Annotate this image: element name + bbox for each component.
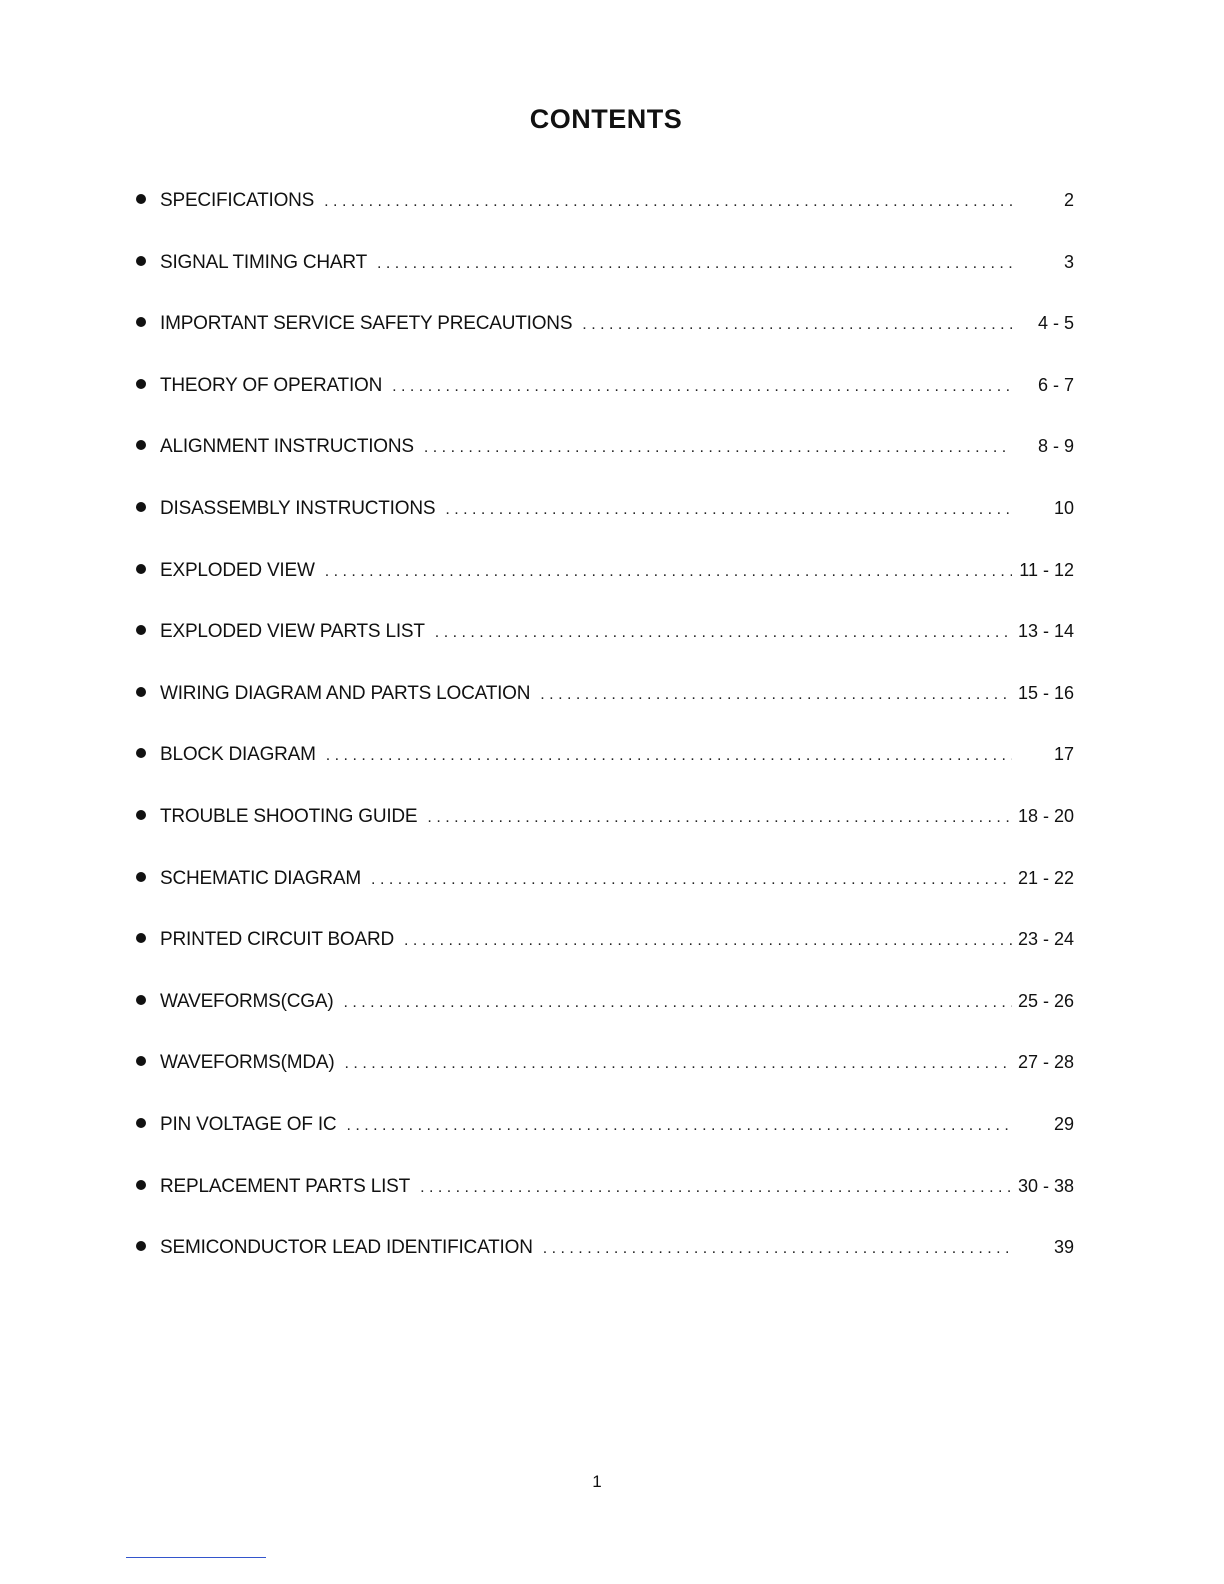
dot-leader bbox=[346, 1117, 1012, 1135]
toc-entry-page: 27 - 28 bbox=[1017, 1052, 1074, 1073]
toc-entry-title: EXPLODED VIEW bbox=[160, 559, 315, 581]
toc-entry bbox=[136, 560, 1074, 622]
toc-entry bbox=[136, 683, 1074, 745]
toc-entry-page: 23 - 24 bbox=[1017, 929, 1074, 950]
toc-entry bbox=[136, 806, 1074, 868]
toc-entry-page: 29 bbox=[1053, 1113, 1074, 1134]
dot-leader bbox=[343, 994, 1011, 1012]
toc-entry-title: BLOCK DIAGRAM bbox=[160, 744, 316, 766]
toc-entry bbox=[136, 375, 1074, 437]
dot-leader bbox=[445, 501, 1012, 519]
toc-entry-page: 10 bbox=[1053, 497, 1074, 518]
bullet-icon bbox=[136, 748, 146, 758]
toc-entry-page: 21 - 22 bbox=[1017, 867, 1074, 888]
dot-leader bbox=[582, 316, 1012, 334]
toc-entry-title: REPLACEMENT PARTS LIST bbox=[160, 1175, 411, 1197]
toc-entry-page: 2 bbox=[1063, 190, 1074, 210]
bullet-icon bbox=[136, 502, 146, 512]
toc-entry-page: 6 - 7 bbox=[1037, 374, 1074, 395]
bullet-icon bbox=[136, 1056, 146, 1066]
page-number: 1 bbox=[592, 1472, 602, 1491]
bullet-icon bbox=[136, 194, 146, 204]
dot-leader bbox=[345, 1055, 1012, 1073]
bullet-icon bbox=[136, 317, 146, 327]
bullet-icon bbox=[136, 379, 146, 389]
bullet-icon bbox=[136, 872, 146, 882]
toc-entry-title: DISASSEMBLY INSTRUCTIONS bbox=[160, 497, 436, 519]
toc-entry-title: PIN VOLTAGE OF IC bbox=[160, 1113, 337, 1135]
toc-entry-page: 11 - 12 bbox=[1019, 559, 1074, 580]
bullet-icon bbox=[136, 440, 146, 450]
footer-rule bbox=[126, 1557, 266, 1558]
toc-entry-title: TROUBLE SHOOTING GUIDE bbox=[160, 805, 418, 827]
dot-leader bbox=[324, 193, 1012, 211]
toc-entry bbox=[136, 252, 1074, 314]
toc-entry bbox=[136, 1052, 1074, 1114]
toc-entry bbox=[136, 436, 1074, 498]
toc-entry-page: 18 - 20 bbox=[1017, 805, 1074, 826]
dot-leader bbox=[543, 1240, 1012, 1258]
bullet-icon bbox=[136, 1241, 146, 1251]
toc-entry-title: THEORY OF OPERATION bbox=[160, 374, 383, 396]
bullet-icon bbox=[136, 625, 146, 635]
toc-entry-page: 39 bbox=[1053, 1237, 1074, 1258]
toc-entry-title: SIGNAL TIMING CHART bbox=[160, 251, 367, 273]
toc-entry bbox=[136, 744, 1074, 806]
toc-entry bbox=[136, 1237, 1074, 1299]
toc-entry-page: 17 bbox=[1053, 744, 1074, 765]
toc-entry-title: IMPORTANT SERVICE SAFETY PRECAUTIONS bbox=[160, 313, 573, 335]
bullet-icon bbox=[136, 687, 146, 697]
dot-leader bbox=[326, 747, 1012, 765]
dot-leader bbox=[420, 1179, 1012, 1197]
bullet-icon bbox=[136, 995, 146, 1005]
toc-entry bbox=[136, 498, 1074, 560]
toc-entry bbox=[136, 621, 1074, 683]
toc-entry-page: 15 - 16 bbox=[1017, 682, 1074, 703]
toc-entry-page: 3 bbox=[1063, 251, 1074, 272]
toc-entry-title: WAVEFORMS(MDA) bbox=[160, 1052, 335, 1074]
toc-entry bbox=[136, 868, 1074, 930]
page-title: CONTENTS bbox=[529, 104, 683, 134]
toc-entry-title: SCHEMATIC DIAGRAM bbox=[160, 867, 362, 889]
dot-leader bbox=[371, 871, 1012, 889]
bullet-icon bbox=[136, 810, 146, 820]
toc-entry bbox=[136, 1176, 1074, 1238]
bullet-icon bbox=[136, 933, 146, 943]
bullet-icon bbox=[136, 1118, 146, 1128]
toc-entry-title: PRINTED CIRCUIT BOARD bbox=[160, 929, 395, 951]
toc-entry bbox=[136, 1114, 1074, 1176]
toc-entry-title: SEMICONDUCTOR LEAD IDENTIFICATION bbox=[160, 1237, 533, 1259]
toc-entry bbox=[136, 190, 1074, 252]
toc-entry-page: 13 - 14 bbox=[1017, 621, 1074, 642]
toc-entry-page: 30 - 38 bbox=[1017, 1175, 1074, 1196]
dot-leader bbox=[404, 932, 1012, 950]
toc-entry bbox=[136, 313, 1074, 375]
bullet-icon bbox=[136, 256, 146, 266]
dot-leader bbox=[377, 255, 1012, 273]
dot-leader bbox=[540, 686, 1012, 704]
toc-entry-page: 25 - 26 bbox=[1017, 990, 1074, 1011]
toc-entry bbox=[136, 991, 1074, 1053]
dot-leader bbox=[435, 624, 1012, 642]
bullet-icon bbox=[136, 1180, 146, 1190]
dot-leader bbox=[392, 378, 1012, 396]
dot-leader bbox=[325, 563, 1012, 581]
toc-entry-page: 4 - 5 bbox=[1037, 313, 1074, 334]
dot-leader bbox=[427, 809, 1012, 827]
toc-entry-title: ALIGNMENT INSTRUCTIONS bbox=[160, 436, 414, 458]
toc-entry-title: WAVEFORMS(CGA) bbox=[160, 990, 334, 1012]
toc-entry-title: SPECIFICATIONS bbox=[160, 190, 315, 211]
table-of-contents bbox=[136, 190, 1074, 1299]
dot-leader bbox=[424, 439, 1012, 457]
bullet-icon bbox=[136, 564, 146, 574]
toc-entry-page: 8 - 9 bbox=[1037, 436, 1074, 457]
toc-entry-title: WIRING DIAGRAM AND PARTS LOCATION bbox=[160, 682, 531, 704]
toc-entry-title: EXPLODED VIEW PARTS LIST bbox=[160, 621, 425, 643]
toc-entry bbox=[136, 929, 1074, 991]
